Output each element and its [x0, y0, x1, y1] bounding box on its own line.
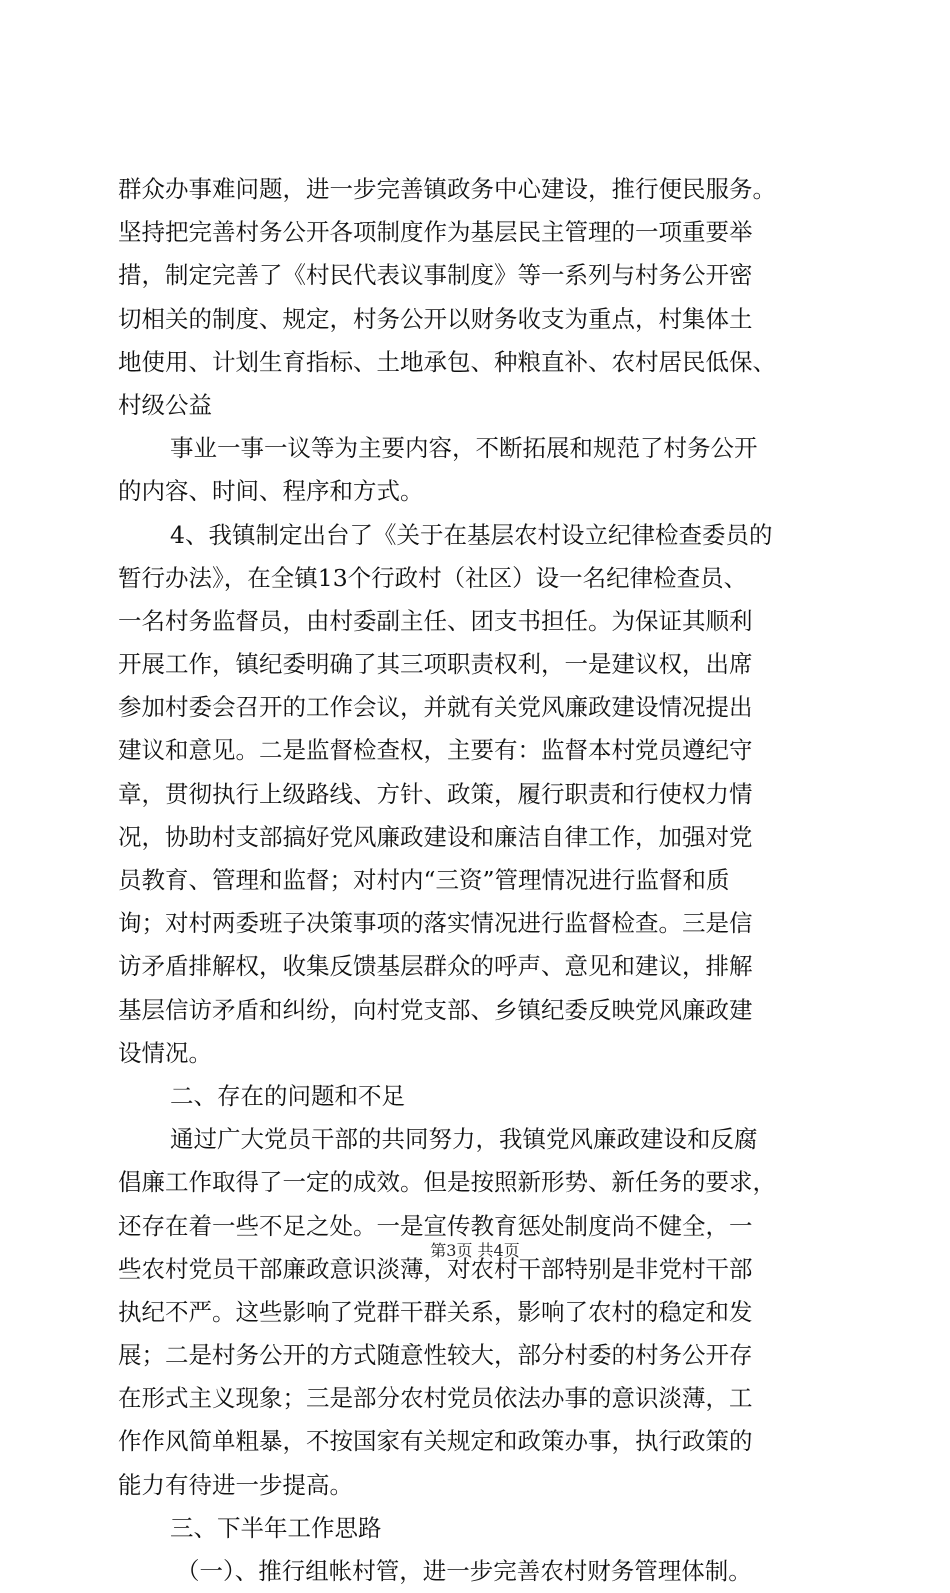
- text-line: 参加村委会召开的工作会议，并就有关党风廉政建设情况提出: [118, 693, 753, 722]
- text-line: 访矛盾排解权，收集反馈基层群众的呼声、意见和建议，排解: [118, 952, 753, 981]
- text-line: 措，制定完善了《村民代表议事制度》等一系列与村务公开密: [118, 261, 753, 290]
- text-line: 事业一事一议等为主要内容，不断拓展和规范了村务公开: [170, 434, 758, 463]
- text-line: 倡廉工作取得了一定的成效。但是按照新形势、新任务的要求，: [118, 1168, 776, 1197]
- text-line: 设情况。: [118, 1038, 212, 1067]
- text-line: 在形式主义现象；三是部分农村党员依法办事的意识淡薄，工: [118, 1384, 753, 1413]
- text-line: 章，贯彻执行上级路线、方针、政策，履行职责和行使权力情: [118, 779, 753, 808]
- text-line: 能力有待进一步提高。: [118, 1470, 353, 1499]
- text-line: 基层信访矛盾和纠纷，向村党支部、乡镇纪委反映党风廉政建: [118, 995, 753, 1024]
- text-line: 况，协助村支部搞好党风廉政建设和廉洁自律工作，加强对党: [118, 822, 753, 851]
- text-line: 三、下半年工作思路: [170, 1513, 382, 1542]
- text-line: 切相关的制度、规定，村务公开以财务收支为重点，村集体土: [118, 304, 753, 333]
- text-line: 一名村务监督员，由村委副主任、团支书担任。为保证其顺利: [118, 606, 753, 635]
- page-footer: 第3页 共4页: [430, 1241, 520, 1260]
- text-line: 还存在着一些不足之处。一是宣传教育惩处制度尚不健全，一: [118, 1211, 753, 1240]
- text-line: 些农村党员干部廉政意识淡薄，对农村干部特别是非党村干部: [118, 1254, 753, 1283]
- text-line: 地使用、计划生育指标、土地承包、种粮直补、农村居民低保、: [118, 347, 776, 376]
- text-line: 的内容、时间、程序和方式。: [118, 477, 424, 506]
- text-line: 4、我镇制定出台了《关于在基层农村设立纪律检查委员的: [170, 520, 773, 549]
- text-line: 展；二是村务公开的方式随意性较大，部分村委的村务公开存: [118, 1341, 753, 1370]
- text-line: 员教育、管理和监督；对村内“三资”管理情况进行监督和质: [118, 866, 730, 894]
- text-line: 执纪不严。这些影响了党群干群关系，影响了农村的稳定和发: [118, 1297, 753, 1326]
- text-line: 建议和意见。二是监督检查权，主要有：监督本村党员遵纪守: [118, 736, 753, 765]
- text-line: 作作风简单粗暴，不按国家有关规定和政策办事，执行政策的: [118, 1427, 753, 1456]
- text-line: 暂行办法》，在全镇13个行政村（社区）设一名纪律检查员、: [118, 563, 748, 592]
- text-line: 村级公益: [118, 390, 212, 419]
- text-line: 开展工作，镇纪委明确了其三项职责权利，一是建议权，出席: [118, 650, 753, 679]
- text-line: 坚持把完善村务公开各项制度作为基层民主管理的一项重要举: [118, 218, 753, 247]
- text-line: 二、存在的问题和不足: [170, 1081, 405, 1110]
- text-line: 群众办事难问题，进一步完善镇政务中心建设，推行便民服务。: [118, 175, 776, 203]
- text-line: 询；对村两委班子决策事项的落实情况进行监督检查。三是信: [118, 909, 753, 938]
- body-text: [0, 168, 950, 1593]
- text-line: 通过广大党员干部的共同努力，我镇党风廉政建设和反腐: [170, 1125, 758, 1154]
- text-line: （一）、推行组帐村管，进一步完善农村财务管理体制。: [176, 1557, 752, 1585]
